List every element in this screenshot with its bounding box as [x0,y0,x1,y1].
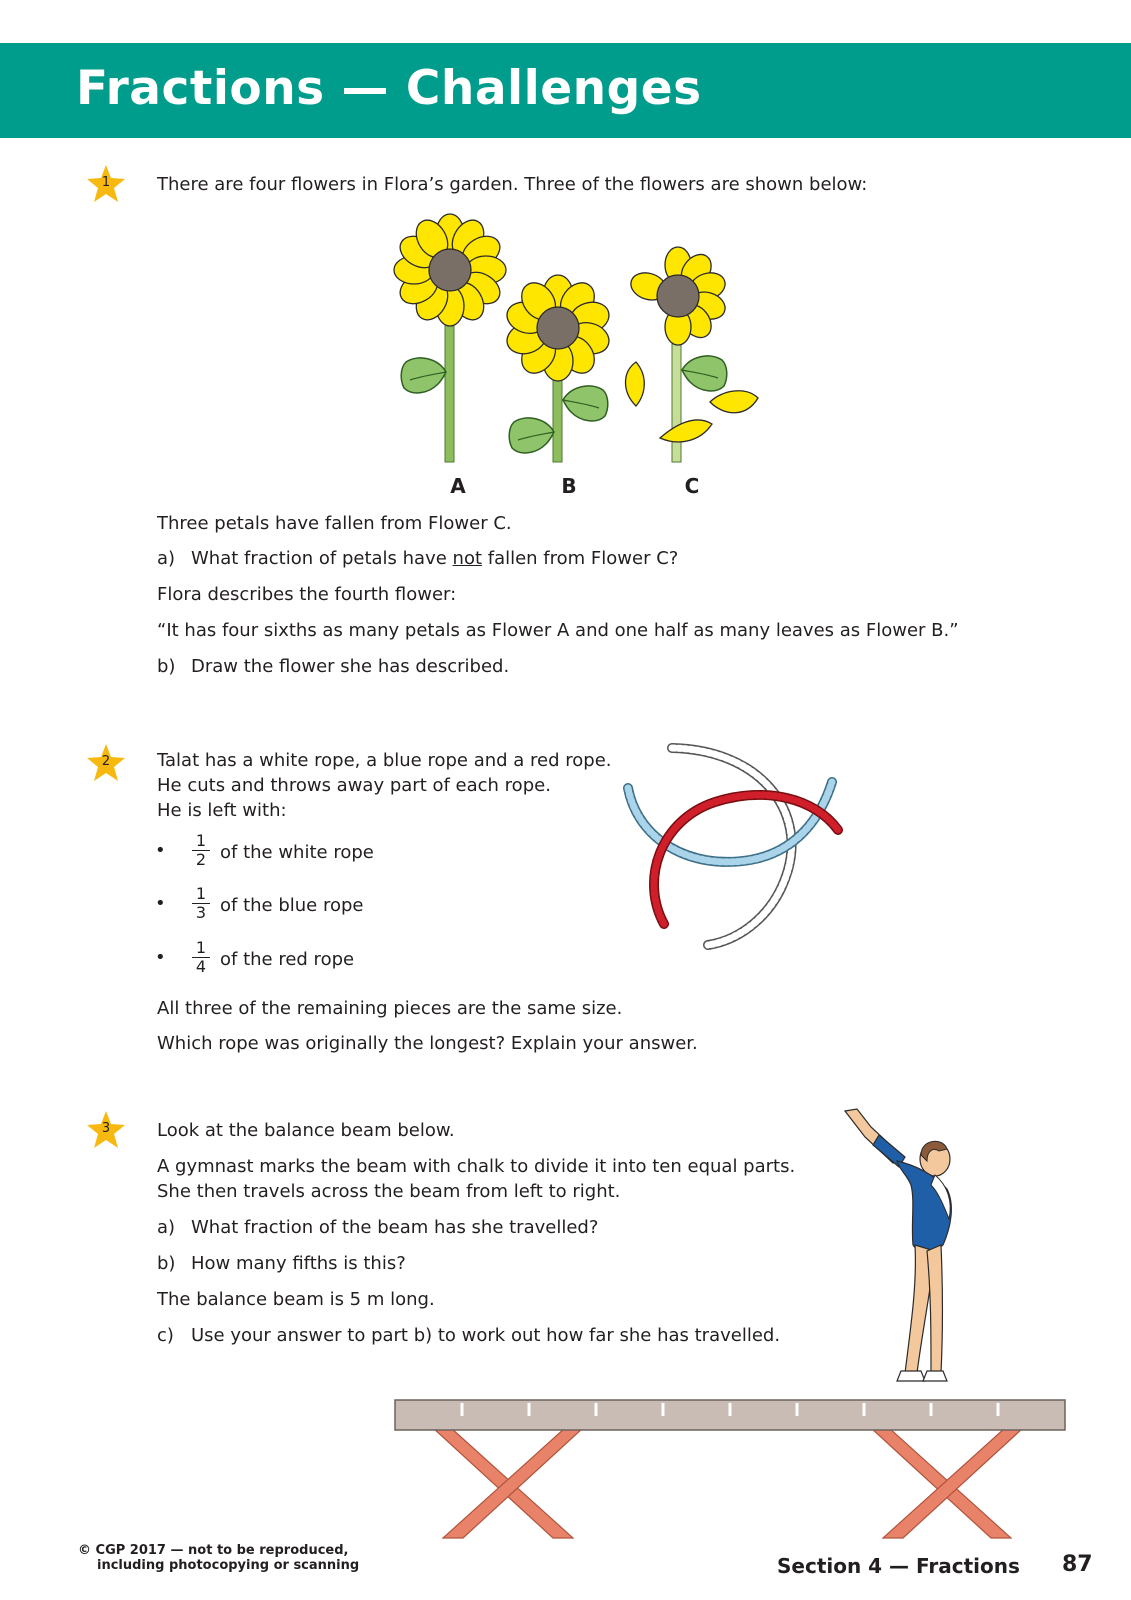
balance-beam-illustration [393,1398,1073,1548]
q2-question: Which rope was originally the longest? Explain your answer. [157,1033,698,1054]
q3-line2: She then travels across the beam from left to right. [157,1181,621,1202]
footer-section-title: Section 4 — Fractions [777,1554,1020,1578]
flower-c-label: C [684,474,700,498]
fraction-red-text: of the red rope [220,949,355,970]
q2-line2: He cuts and throws away part of each rope. [157,775,551,796]
flowers-illustration [390,210,780,480]
question-1-number: 1 [101,175,111,190]
q3-beam-length: The balance beam is 5 m long. [157,1289,435,1310]
flower-b-label: B [561,474,577,498]
flower-a [394,214,506,462]
q3-b-text: How many fifths is this? [191,1253,406,1274]
q1-part-a [157,546,678,571]
q3-part-a [157,1215,598,1240]
question-2-star-icon [86,743,126,783]
q3-a-label: a) [157,1217,176,1238]
fraction-red [192,939,210,976]
question-3-number: 3 [101,1121,111,1136]
bullet-3: • [155,947,166,968]
q3-line1: A gymnast marks the beam with chalk to divide it into ten equal parts. [157,1156,796,1177]
flower-b [503,275,613,462]
q1-describes: Flora describes the fourth flower: [157,584,457,605]
fraction-blue-numerator: 1 [192,885,210,904]
q1-a-text-after: fallen from Flower C? [482,548,679,569]
q3-intro: Look at the balance beam below. [157,1120,455,1141]
q2-line1: Talat has a white rope, a blue rope and a red rope. [157,750,612,771]
fraction-red-denominator: 4 [195,957,207,976]
q1-a-label: a) [157,548,176,569]
q3-b-label: b) [157,1253,176,1274]
bullet-2: • [155,893,166,914]
q1-b-text: Draw the flower she has described. [191,656,510,677]
flower-c [626,247,759,462]
q2-line3: He is left with: [157,800,287,821]
question-2-number: 2 [101,754,111,769]
q3-c-label: c) [157,1325,174,1346]
question-3-star-icon [86,1110,126,1150]
q1-quote: “It has four sixths as many petals as Flower A and one half as many leaves as Flower B.” [157,620,959,641]
page-title: Fractions — Challenges [76,61,702,116]
fraction-white-denominator: 2 [195,850,207,869]
q1-intro: There are four flowers in Flora’s garden. Three of the flowers are shown below: [157,174,868,195]
title-banner [0,43,1131,138]
bullet-1: • [155,840,166,861]
q3-part-c [157,1323,780,1348]
q1-b-label: b) [157,656,176,677]
q3-a-text: What fraction of the beam has she travelled? [191,1217,599,1238]
fraction-blue-denominator: 3 [195,903,207,922]
copyright-notice [78,1543,359,1573]
fraction-white-numerator: 1 [192,832,210,851]
gymnast-illustration [835,1105,995,1405]
fraction-white [192,832,210,869]
q2-same-size: All three of the remaining pieces are the same size. [157,998,623,1019]
copyright-line1: © CGP 2017 — not to be reproduced, [78,1543,349,1558]
q1-a-underlined: not [452,548,483,569]
copyright-line2: including photocopying or scanning [97,1558,360,1573]
flower-a-label: A [450,474,466,498]
q1-fallen-text: Three petals have fallen from Flower C. [157,513,512,534]
q3-c-text: Use your answer to part b) to work out how far she has travelled. [191,1325,781,1346]
q1-a-text-before: What fraction of petals have [191,548,453,569]
fraction-blue [192,885,210,922]
ropes-illustration [620,740,850,955]
fraction-blue-text: of the blue rope [220,895,364,916]
page-number: 87 [1062,1552,1093,1577]
question-1-star-icon [86,164,126,204]
q1-part-b [157,654,509,679]
fraction-white-text: of the white rope [220,842,374,863]
fraction-red-numerator: 1 [192,939,210,958]
q3-part-b [157,1251,406,1276]
